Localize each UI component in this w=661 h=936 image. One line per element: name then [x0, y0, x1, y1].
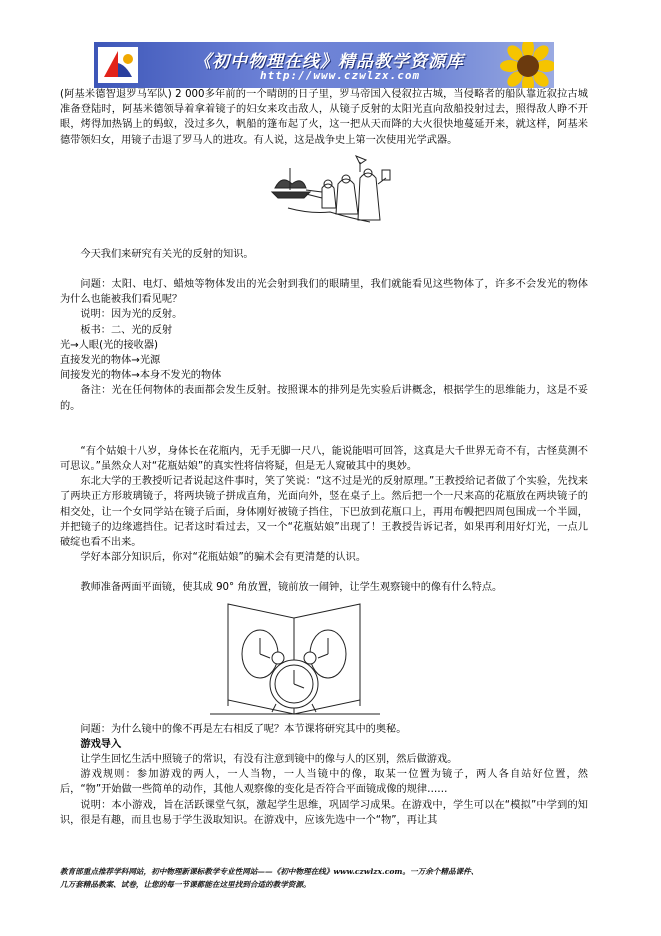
paragraph-question: 问题：太阳、电灯、蜡烛等物体发出的光会射到我们的眼睛里，我们就能看见这些物体了，许多不会发光的物体为什么也能被我们看见呢？	[60, 279, 588, 306]
paragraph-game-note: 说明：本小游戏，旨在活跃课堂气氛，激起学生思维，巩固学习成果。在游戏中，学生可以在“模拟”中学到的知识，很是有趣，而且也易于学生汲取知识。在游戏中，应该先选中一个“物”，再让其	[60, 799, 588, 826]
sunflower-icon	[498, 42, 554, 88]
footer-line-2: 几万套精品教案、试卷，让您的每一节课都能在这里找到合适的教学资源。	[60, 880, 311, 889]
section-heading-game: 游戏导入	[80, 738, 122, 750]
paragraph-board-title: 板书：二、光的反射	[80, 324, 173, 336]
paragraph-light-eye: 光→人眼(光的接收器)	[60, 339, 158, 351]
header-title: 《初中物理在线》精品教学资源库	[194, 52, 464, 72]
footer-line-1: 教育部重点推荐学科网站，初中物理新课标教学专业性网站——《初中物理在线》www.czwlzx.com。一万余个精品课件、	[60, 867, 479, 876]
paragraph-archimedes: (阿基米德智退罗马军队) 2 000多年前的一个晴朗的日子里，罗马帝国入侵叙拉古城，当侵略者的船队靠近叙拉古城准备登陆时，阿基米德领导着拿着镜子的妇女来攻击敌人，从镜子反射的太阳光直向敌船投射过去，照得敌人睁不开眼，烤得加热锅上的蚂蚁，没过多久，帆船的篷布起了火，这一把从天而降的大火很快地蔓延开来，就这样，阿基米德带领妇女，用镜子击退了罗马人的进攻。有人说，这是战争史上第一次使用光学武器。	[60, 89, 588, 146]
header-url: http://www.czwlzx.com	[260, 69, 421, 82]
paragraph-indirect-source: 间接发光的物体→本身不发光的物体	[60, 370, 222, 382]
paragraph-direct-source: 直接发光的物体→光源	[60, 355, 161, 367]
document-body	[60, 87, 588, 828]
paragraph-vase-girl: “有个姑娘十八岁，身体长在花瓶内，无手无脚一尺八，能说能唱可回答，这真是大千世界无奇不有，古怪莫测不可思议。”虽然众人对“花瓶姑娘”的真实性将信将疑，但是无人窥破其中的奥妙。	[60, 445, 588, 473]
paragraph-note: 备注：光在任何物体的表面都会发生反射。按照课本的排列是先实验后讲概念，根据学生的思维能力，这是不妥的。	[60, 385, 588, 412]
paragraph-game-intro: 让学生回忆生活中照镜子的常识，有没有注意到镜中的像与人的区别，然后做游戏。	[80, 754, 458, 766]
paragraph-explanation: 说明：因为光的反射。	[80, 309, 183, 321]
page-footer	[60, 865, 600, 891]
paragraph-mirror-setup: 教师准备两面平面镜，使其成 90° 角放置，镜前放一闹钟，让学生观察镜中的像有什么特点。	[80, 582, 503, 594]
archimedes-mirror-illustration	[60, 148, 588, 232]
site-logo-icon	[98, 47, 138, 83]
paragraph-mirror-question: 问题：为什么镜中的像不再是左右相反了呢？本节课将研究其中的奥秘。	[80, 723, 407, 735]
paragraph-intro: 今天我们来研究有关光的反射的知识。	[80, 248, 254, 260]
paragraph-vase-summary: 学好本部分知识后，你对“花瓶姑娘”的骗术会有更清楚的认识。	[80, 552, 367, 564]
header-banner	[94, 42, 554, 88]
paragraph-professor: 东北大学的王教授听记者说起这件事时，笑了笑说：“这不过是光的反射原理。”王教授给记者做了个实验，先找来了两块正方形玻璃镜子，将两块镜子拼成直角，光面向外，竖在桌子上。然后把一个一尺来高的花瓶放在两块镜子的相交处，让一个女同学站在镜子后面，身体刚好被镜子挡住，下巴放到花瓶口上，再用布幔把四周包围成一个半圆，并把镜子的边缘遮挡住。记者这时看过去，又一个“花瓶姑娘”出现了！王教授告诉记者，如果再利用好灯光，一点儿破绽也看不出来。	[60, 476, 588, 549]
mirror-clock-illustration	[60, 596, 588, 722]
paragraph-game-rules: 游戏规则：参加游戏的两人，一人当物，一人当镜中的像，取某一位置为镜子，两人各自站好位置，然后，“物”开始做一些简单的动作，其他人观察像的变化是否符合平面镜成像的规律……	[60, 769, 588, 796]
